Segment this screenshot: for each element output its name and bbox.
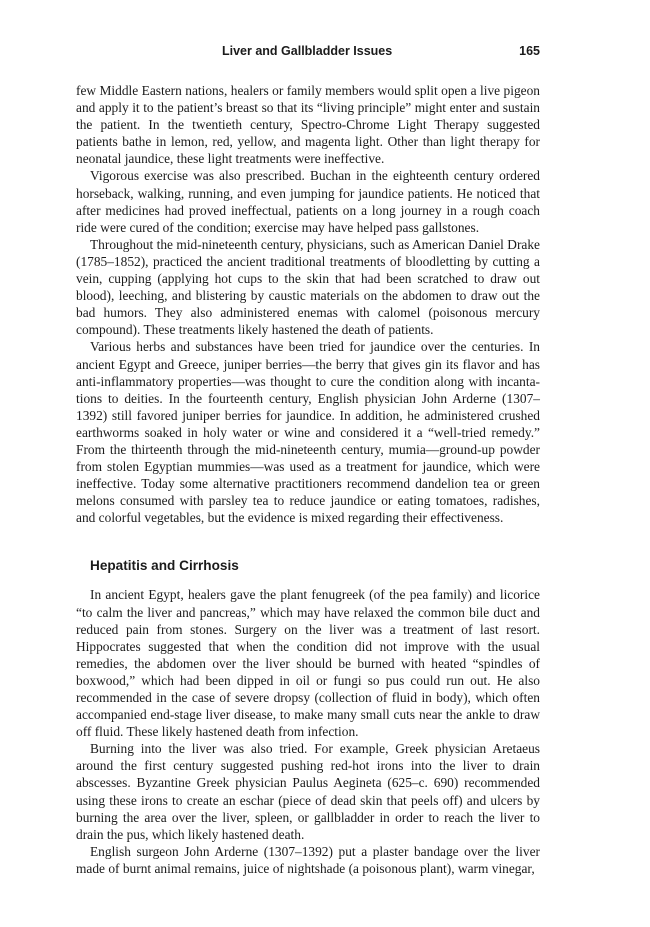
paragraph: Throughout the mid-nineteenth century, physicians, such as American Daniel Drake (1785–1852), practiced the ancient traditional treatments of bloodletting by cutting a vein, cupping (applying hot cups to the skin that had been scratched to draw out blood), leeching, and blistering by caustic materials on the abdomen to draw out the bad humors. They also administered enemas with calomel (poisonous mercury compound). These treatments likely hastened the death of patients.: [76, 236, 540, 338]
paragraph: English surgeon John Arderne (1307–1392) put a plaster bandage over the liver made of burnt animal remains, juice of nightshade (a poisonous plant), warm vinegar,: [76, 843, 540, 876]
body-text: [76, 82, 540, 877]
running-head: [76, 44, 540, 62]
page-number: 165: [519, 44, 540, 58]
paragraph: Burning into the liver was also tried. For example, Greek physician Aretaeus around the first century suggested pushing red-hot irons into the liver to drain abscesses. Byzantine Greek physician Paulus Aegineta (625–c. 690) recommended using these irons to create an eschar (piece of dead skin that peels off) and ulcers by burning the area over the liver, spleen, or gallbladder in order to reach the liver to drain the pus, which likely hastened death.: [76, 741, 540, 842]
paragraph: In ancient Egypt, healers gave the plant fenugreek (of the pea family) and licorice “to calm the liver and pancreas,” which may have relaxed the common bile duct and reduced pain from stones. Surgery on the liver was a treatment of last resort. Hippocrates suggested that when the condition did not improve with the usual remedies, the abdomen over the liver should be burned with heated “spindles of boxwood,” which had been dipped in oil or fungi so pus could run out. He also recommended in the case of severe dropsy (collection of fluid in body), which often accompanied end-stage liver disease, to make many small cuts near the ankle to draw off fluid. These likely hastened death from infection.: [76, 587, 540, 740]
section-heading: Hepatitis and Cirrhosis: [90, 558, 239, 574]
paragraph: Various herbs and substances have been tried for jaundice over the centuries. In ancient Egypt and Greece, juniper berries—the berry that gives gin its flavor and has anti-inflammatory properties—was thought to cure the condition along with incantations to deities. In the fourteenth century, English physician John Arderne (1307–1392) still favored juniper berries for jaundice. In addition, he administered crushed earthworms soaked in holy water or wine and considered it a “well-tried remedy.” From the thirteenth through the mid-nineteenth century, mumia—ground-up powder from stolen Egyptian mummies—was used as a treatment for jaundice, which were ineffective. Today some alternative practitioners recommend dandelion tea or green melons consumed with parsley tea to reduce jaundice or eating tomatoes, radishes, and colorful vegetables, but the evidence is mixed regarding their effectiveness.: [76, 339, 540, 526]
paragraph: Vigorous exercise was also prescribed. Buchan in the eighteenth century ordered horseback, walking, running, and even jumping for jaundice patients. He noticed that after medicines had proved ineffectual, patients on a long journey in a rough coach ride were cured of the condition; exercise may have helped pass gallstones.: [76, 168, 540, 235]
running-title: Liver and Gallbladder Issues: [222, 44, 393, 58]
paragraph: few Middle Eastern nations, healers or family members would split open a live pigeon and apply it to the patient’s breast so that its “living principle” might enter and sustain the patient. In the twentieth century, Spectro-Chrome Light Therapy suggested patients bathe in lemon, red, yellow, and magenta light. Other than light therapy for neonatal jaundice, these light treatments were ineffective.: [76, 83, 540, 167]
